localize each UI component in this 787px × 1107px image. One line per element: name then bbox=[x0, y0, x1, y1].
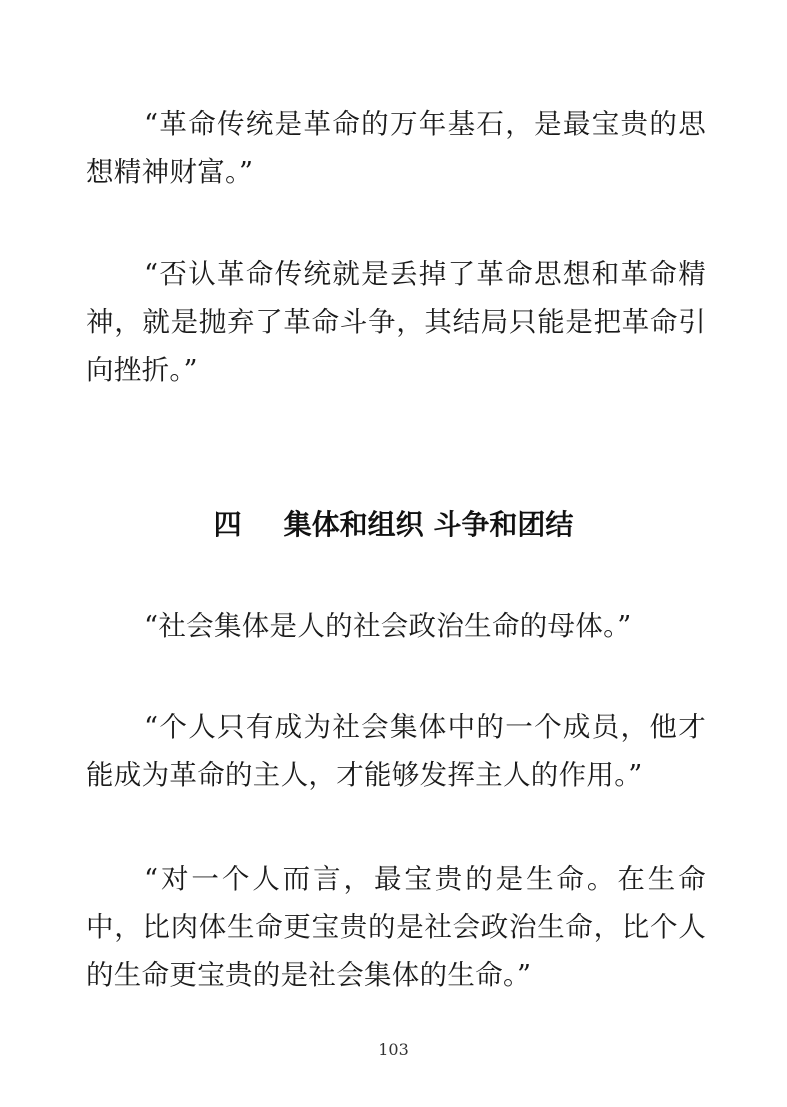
quote-paragraph: “社会集体是人的社会政治生命的母体。” bbox=[144, 610, 632, 642]
section-title: 集体和组织 斗争和团结 bbox=[283, 508, 574, 541]
section-heading bbox=[0, 500, 787, 550]
quote-paragraph: “革命传统是革命的万年基石，是最宝贵的思想精神财富。” bbox=[86, 108, 706, 188]
quote-paragraph: “否认革命传统就是丢掉了革命思想和革命精神，就是抛弃了革命斗争，其结局只能是把革命引向挫折。” bbox=[86, 258, 706, 386]
quote-paragraph: “对一个人而言，最宝贵的是生命。在生命中，比肉体生命更宝贵的是社会政治生命，比个人的生命更宝贵的是社会集体的生命。” bbox=[86, 863, 706, 991]
page-number: 103 bbox=[378, 1040, 409, 1059]
section-number: 四 bbox=[213, 508, 242, 541]
quote-paragraph: “个人只有成为社会集体中的一个成员，他才能成为革命的主人，才能够发挥主人的作用。” bbox=[86, 711, 706, 791]
